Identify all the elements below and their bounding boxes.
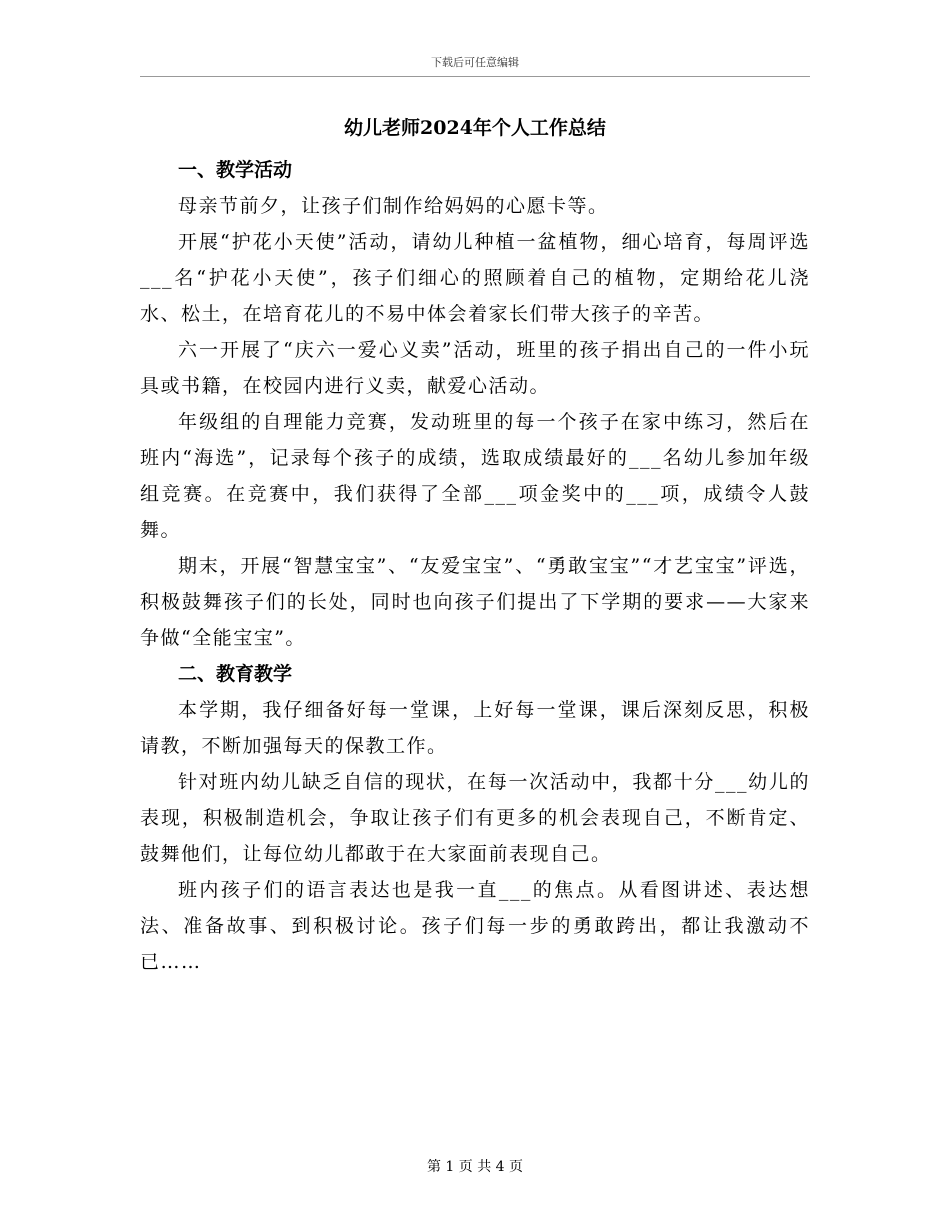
page-footer: 第 1 页 共 4 页 (426, 1159, 524, 1175)
paragraph: 母亲节前夕，让孩子们制作给妈妈的心愿卡等。 (178, 195, 609, 217)
paragraph: 年级组的自理能力竞赛，发动班里的每一个孩子在家中练习，然后在班内“海选”，记录每个孩子的成绩，选取成绩最好的___名幼儿参加年级组竞赛。在竞赛中，我们获得了全部___项金奖中的___项，成绩令人鼓舞。 (140, 411, 810, 541)
document-title: 幼儿老师2024年个人工作总结 (344, 117, 606, 139)
paragraph: 期末，开展“智慧宝宝”、“友爱宝宝”、“勇敢宝宝”“才艺宝宝”评选，积极鼓舞孩子们的长处，同时也向孩子们提出了下学期的要求——大家来争做“全能宝宝”。 (140, 555, 810, 649)
document-body (140, 110, 810, 980)
paragraph: 开展“护花小天使”活动，请幼儿种植一盆植物，细心培育，每周评选___名“护花小天使”，孩子们细心的照顾着自己的植物，定期给花儿浇水、松土，在培育花儿的不易中体会着家长们带大孩子的辛苦。 (140, 231, 810, 325)
paragraph: 班内孩子们的语言表达也是我一直___的焦点。从看图讲述、表达想法、准备故事、到积极讨论。孩子们每一步的勇敢跨出，都让我激动不已…… (140, 879, 810, 973)
header-note: 下载后可任意编辑 (431, 56, 519, 69)
section-heading-education-teaching: 二、教育教学 (178, 663, 293, 685)
header-rule (140, 76, 810, 77)
paragraph: 针对班内幼儿缺乏自信的现状，在每一次活动中，我都十分___幼儿的表现，积极制造机会，争取让孩子们有更多的机会表现自己，不断肯定、鼓舞他们，让每位幼儿都敢于在大家面前表现自己。 (140, 771, 810, 865)
section-heading-teaching-activities: 一、教学活动 (178, 159, 293, 181)
paragraph: 本学期，我仔细备好每一堂课，上好每一堂课，课后深刻反思，积极请教，不断加强每天的保教工作。 (140, 699, 810, 757)
paragraph: 六一开展了“庆六一爱心义卖”活动，班里的孩子捐出自己的一件小玩具或书籍，在校园内进行义卖，献爱心活动。 (140, 339, 810, 397)
